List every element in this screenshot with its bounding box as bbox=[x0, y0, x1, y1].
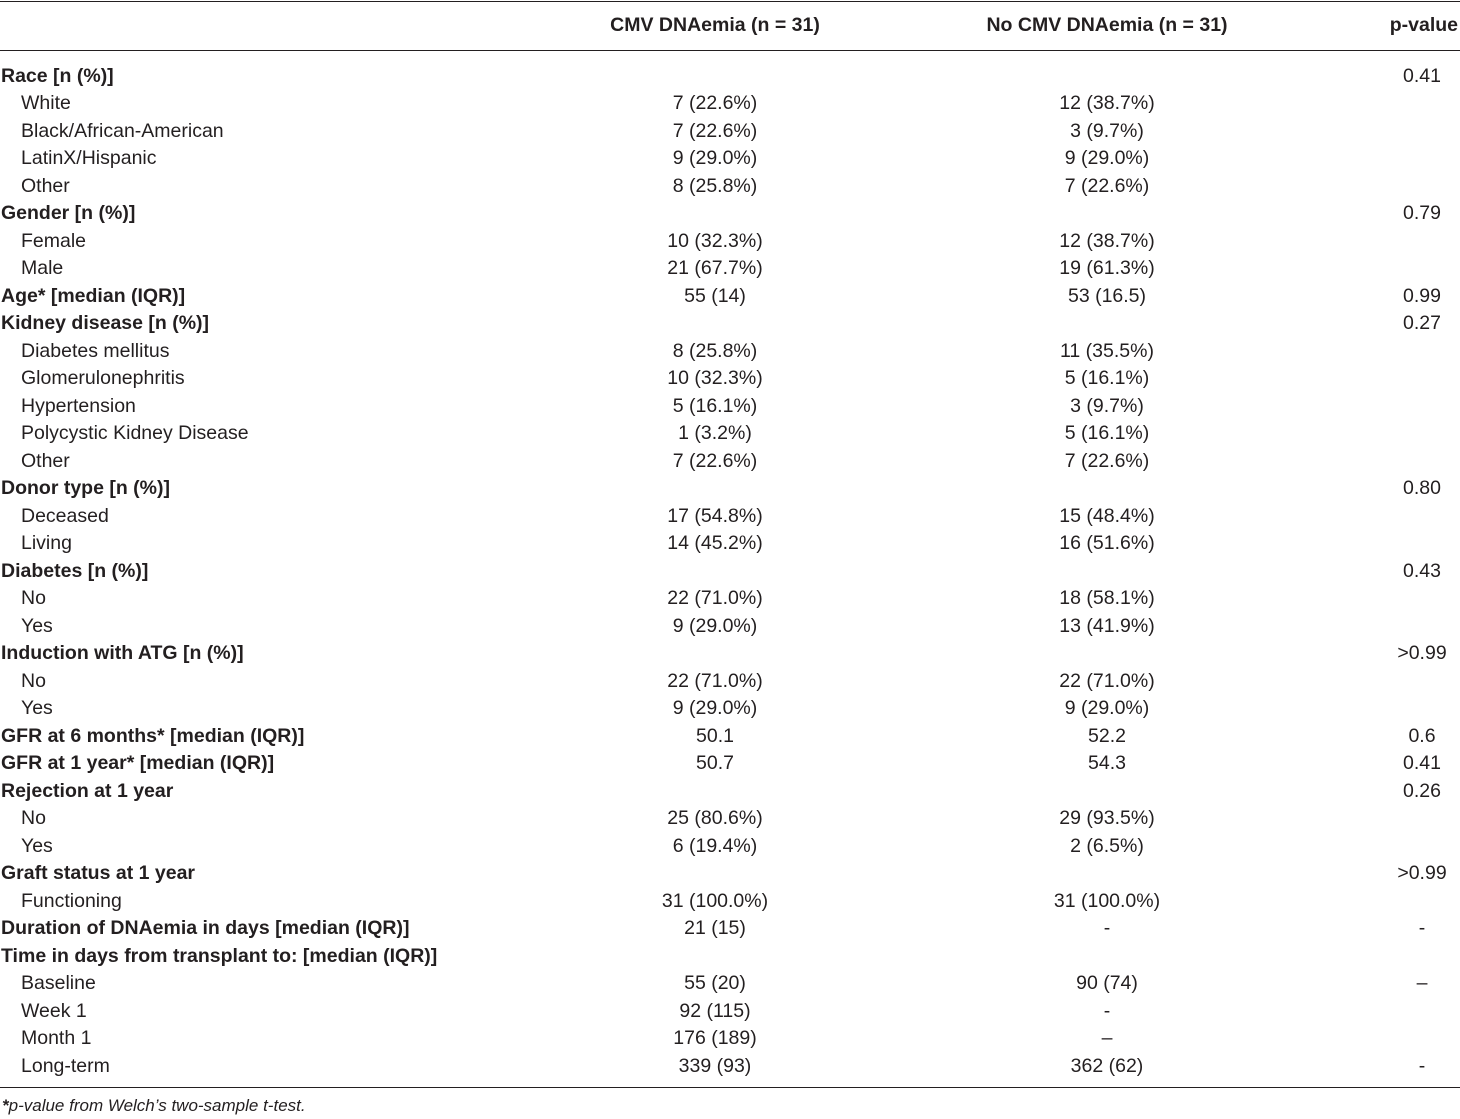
no-cmv-dnaemia-value: 90 (74) bbox=[1076, 972, 1138, 994]
cmv-dnaemia-value: 8 (25.8%) bbox=[672, 174, 758, 197]
table-row bbox=[0, 640, 1460, 668]
p-value: 0.41 bbox=[1403, 752, 1441, 774]
row-label: No bbox=[21, 587, 46, 609]
table-row bbox=[0, 145, 1460, 173]
table-row bbox=[0, 695, 1460, 723]
no-cmv-dnaemia-value: 7 (22.6%) bbox=[1064, 174, 1150, 197]
row-label: Kidney disease [n (%)] bbox=[1, 312, 210, 334]
table-row bbox=[0, 503, 1460, 531]
row-label: Induction with ATG [n (%)] bbox=[1, 642, 244, 664]
header-cmv-dnaemia: CMV DNAemia (n = 31) bbox=[610, 14, 820, 36]
row-label: GFR at 6 months* [median (IQR)] bbox=[1, 724, 305, 747]
cmv-dnaemia-value: 55 (14) bbox=[684, 284, 746, 307]
table-row bbox=[0, 530, 1460, 558]
cmv-dnaemia-value: 22 (71.0%) bbox=[667, 669, 763, 692]
table-row bbox=[0, 998, 1460, 1026]
table-row bbox=[0, 558, 1460, 586]
no-cmv-dnaemia-value: 29 (93.5%) bbox=[1059, 807, 1155, 829]
table-row bbox=[0, 420, 1460, 448]
cmv-dnaemia-value: 25 (80.6%) bbox=[667, 807, 763, 829]
row-label: Black/African-American bbox=[21, 119, 224, 142]
no-cmv-dnaemia-value: 19 (61.3%) bbox=[1059, 257, 1155, 279]
no-cmv-dnaemia-value: 53 (16.5) bbox=[1067, 284, 1147, 307]
row-label: Age* [median (IQR)] bbox=[1, 284, 186, 307]
table-row bbox=[0, 833, 1460, 861]
table-row bbox=[0, 915, 1460, 943]
table-row bbox=[0, 90, 1460, 118]
table-row bbox=[0, 1025, 1460, 1053]
p-value: 0.43 bbox=[1403, 559, 1441, 582]
cmv-dnaemia-value: 50.7 bbox=[696, 752, 734, 774]
row-label: Rejection at 1 year bbox=[1, 779, 174, 802]
table-row bbox=[0, 1053, 1460, 1081]
cmv-dnaemia-value: 31 (100.0%) bbox=[661, 889, 769, 912]
cmv-dnaemia-value: 17 (54.8%) bbox=[667, 504, 763, 527]
cmv-dnaemia-value: 10 (32.3%) bbox=[667, 229, 763, 252]
row-label: Yes bbox=[21, 614, 53, 637]
footnote bbox=[2, 1096, 306, 1116]
table-row bbox=[0, 668, 1460, 696]
p-value: - bbox=[1418, 917, 1426, 939]
table-row bbox=[0, 228, 1460, 256]
row-label: Baseline bbox=[21, 972, 96, 994]
p-value: >0.99 bbox=[1397, 642, 1447, 664]
row-label: Diabetes mellitus bbox=[21, 339, 170, 362]
table-row bbox=[0, 943, 1460, 971]
table-row bbox=[0, 200, 1460, 228]
no-cmv-dnaemia-value: 5 (16.1%) bbox=[1064, 422, 1150, 444]
row-label: Hypertension bbox=[21, 394, 136, 417]
table-row bbox=[0, 283, 1460, 311]
no-cmv-dnaemia-value: 9 (29.0%) bbox=[1064, 697, 1150, 719]
p-value: 0.79 bbox=[1403, 202, 1441, 224]
row-label: Glomerulonephritis bbox=[21, 367, 185, 389]
footnote-mark: * bbox=[2, 1096, 9, 1115]
row-label: Graft status at 1 year bbox=[1, 862, 196, 884]
p-value: >0.99 bbox=[1397, 862, 1447, 884]
table-row bbox=[0, 173, 1460, 201]
row-label: White bbox=[21, 92, 71, 114]
table-row bbox=[0, 255, 1460, 283]
row-label: Polycystic Kidney Disease bbox=[21, 422, 249, 444]
p-value: – bbox=[1416, 972, 1428, 994]
no-cmv-dnaemia-value: 13 (41.9%) bbox=[1059, 614, 1155, 637]
row-label: Donor type [n (%)] bbox=[1, 477, 170, 499]
bottom-rule bbox=[0, 1087, 1460, 1088]
no-cmv-dnaemia-value: 54.3 bbox=[1088, 752, 1126, 774]
no-cmv-dnaemia-value: - bbox=[1103, 917, 1111, 939]
p-value: - bbox=[1418, 1054, 1426, 1077]
table-row bbox=[0, 970, 1460, 998]
p-value: 0.41 bbox=[1403, 64, 1441, 87]
table-row bbox=[0, 63, 1460, 91]
table-row bbox=[0, 750, 1460, 778]
row-label: Duration of DNAemia in days [median (IQR)] bbox=[1, 917, 410, 939]
table-row bbox=[0, 888, 1460, 916]
header-no-cmv-dnaemia: No CMV DNAemia (n = 31) bbox=[986, 14, 1228, 36]
cmv-dnaemia-value: 1 (3.2%) bbox=[678, 422, 752, 444]
no-cmv-dnaemia-value: - bbox=[1103, 999, 1111, 1022]
table-row bbox=[0, 475, 1460, 503]
no-cmv-dnaemia-value: 16 (51.6%) bbox=[1059, 532, 1155, 554]
table-row bbox=[0, 805, 1460, 833]
row-label: Month 1 bbox=[21, 1027, 92, 1049]
no-cmv-dnaemia-value: 18 (58.1%) bbox=[1059, 587, 1155, 609]
row-label: Race [n (%)] bbox=[1, 64, 114, 87]
no-cmv-dnaemia-value: 3 (9.7%) bbox=[1070, 119, 1144, 142]
no-cmv-dnaemia-value: 3 (9.7%) bbox=[1070, 394, 1144, 417]
table-row bbox=[0, 778, 1460, 806]
cmv-dnaemia-value: 7 (22.6%) bbox=[672, 92, 758, 114]
row-label: Deceased bbox=[21, 504, 109, 527]
no-cmv-dnaemia-value: 12 (38.7%) bbox=[1059, 92, 1155, 114]
row-label: Week 1 bbox=[21, 999, 87, 1022]
cmv-dnaemia-value: 6 (19.4%) bbox=[672, 834, 758, 857]
header-p-value: p-value bbox=[1389, 14, 1458, 36]
row-label: Functioning bbox=[21, 889, 122, 912]
row-label: Other bbox=[21, 449, 70, 472]
table-row bbox=[0, 393, 1460, 421]
row-label: No bbox=[21, 669, 46, 692]
p-value: 0.26 bbox=[1403, 779, 1441, 802]
no-cmv-dnaemia-value: 22 (71.0%) bbox=[1059, 669, 1155, 692]
row-label: LatinX/Hispanic bbox=[21, 147, 157, 169]
table-row bbox=[0, 723, 1460, 751]
cmv-dnaemia-value: 10 (32.3%) bbox=[667, 367, 763, 389]
no-cmv-dnaemia-value: 15 (48.4%) bbox=[1059, 504, 1155, 527]
cmv-dnaemia-value: 9 (29.0%) bbox=[672, 614, 758, 637]
no-cmv-dnaemia-value: 2 (6.5%) bbox=[1070, 834, 1144, 857]
p-value: 0.80 bbox=[1403, 477, 1441, 499]
cmv-dnaemia-value: 339 (93) bbox=[678, 1054, 752, 1077]
table-row bbox=[0, 118, 1460, 146]
row-label: Living bbox=[21, 532, 72, 554]
no-cmv-dnaemia-value: 5 (16.1%) bbox=[1064, 367, 1150, 389]
cmv-dnaemia-value: 176 (189) bbox=[673, 1027, 757, 1049]
cmv-dnaemia-value: 5 (16.1%) bbox=[672, 394, 758, 417]
row-label: Female bbox=[21, 229, 87, 252]
no-cmv-dnaemia-value: 9 (29.0%) bbox=[1064, 147, 1150, 169]
cmv-dnaemia-value: 9 (29.0%) bbox=[672, 147, 758, 169]
table-row bbox=[0, 448, 1460, 476]
row-label: No bbox=[21, 807, 46, 829]
cmv-dnaemia-value: 92 (115) bbox=[679, 999, 751, 1022]
no-cmv-dnaemia-value: 12 (38.7%) bbox=[1059, 229, 1155, 252]
table-row bbox=[0, 365, 1460, 393]
table-row bbox=[0, 613, 1460, 641]
row-label: Yes bbox=[21, 834, 53, 857]
cmv-dnaemia-value: 21 (15) bbox=[684, 917, 746, 939]
cmv-dnaemia-value: 9 (29.0%) bbox=[672, 697, 758, 719]
cmv-dnaemia-value: 7 (22.6%) bbox=[672, 449, 758, 472]
cmv-dnaemia-value: 8 (25.8%) bbox=[672, 339, 758, 362]
table-header bbox=[0, 0, 1460, 50]
no-cmv-dnaemia-value: 52.2 bbox=[1088, 724, 1126, 747]
header-rule bbox=[0, 50, 1460, 51]
row-label: Diabetes [n (%)] bbox=[1, 559, 149, 582]
cmv-dnaemia-value: 21 (67.7%) bbox=[667, 257, 763, 279]
cmv-dnaemia-value: 7 (22.6%) bbox=[672, 119, 758, 142]
row-label: Gender [n (%)] bbox=[1, 202, 136, 224]
no-cmv-dnaemia-value: 7 (22.6%) bbox=[1064, 449, 1150, 472]
p-value: 0.27 bbox=[1403, 312, 1441, 334]
row-label: GFR at 1 year* [median (IQR)] bbox=[1, 752, 275, 774]
no-cmv-dnaemia-value: 31 (100.0%) bbox=[1053, 889, 1161, 912]
footnote-text: p-value from Welch’s two-sample t-test. bbox=[8, 1096, 306, 1115]
cmv-dnaemia-value: 22 (71.0%) bbox=[667, 587, 763, 609]
row-label: Time in days from transplant to: [median (IQR)] bbox=[1, 944, 438, 967]
row-label: Long-term bbox=[21, 1054, 110, 1077]
no-cmv-dnaemia-value: 362 (62) bbox=[1070, 1054, 1144, 1077]
p-value: 0.99 bbox=[1403, 284, 1441, 307]
no-cmv-dnaemia-value: 11 (35.5%) bbox=[1060, 339, 1154, 362]
table-row bbox=[0, 860, 1460, 888]
no-cmv-dnaemia-value: – bbox=[1101, 1027, 1113, 1049]
row-label: Yes bbox=[21, 697, 53, 719]
cmv-dnaemia-value: 55 (20) bbox=[684, 972, 746, 994]
p-value: 0.6 bbox=[1408, 724, 1436, 747]
cmv-dnaemia-value: 50.1 bbox=[696, 724, 734, 747]
table-row bbox=[0, 585, 1460, 613]
row-label: Male bbox=[21, 257, 64, 279]
cmv-dnaemia-value: 14 (45.2%) bbox=[667, 532, 763, 554]
row-label: Other bbox=[21, 174, 70, 197]
table-row bbox=[0, 338, 1460, 366]
table-row bbox=[0, 310, 1460, 338]
